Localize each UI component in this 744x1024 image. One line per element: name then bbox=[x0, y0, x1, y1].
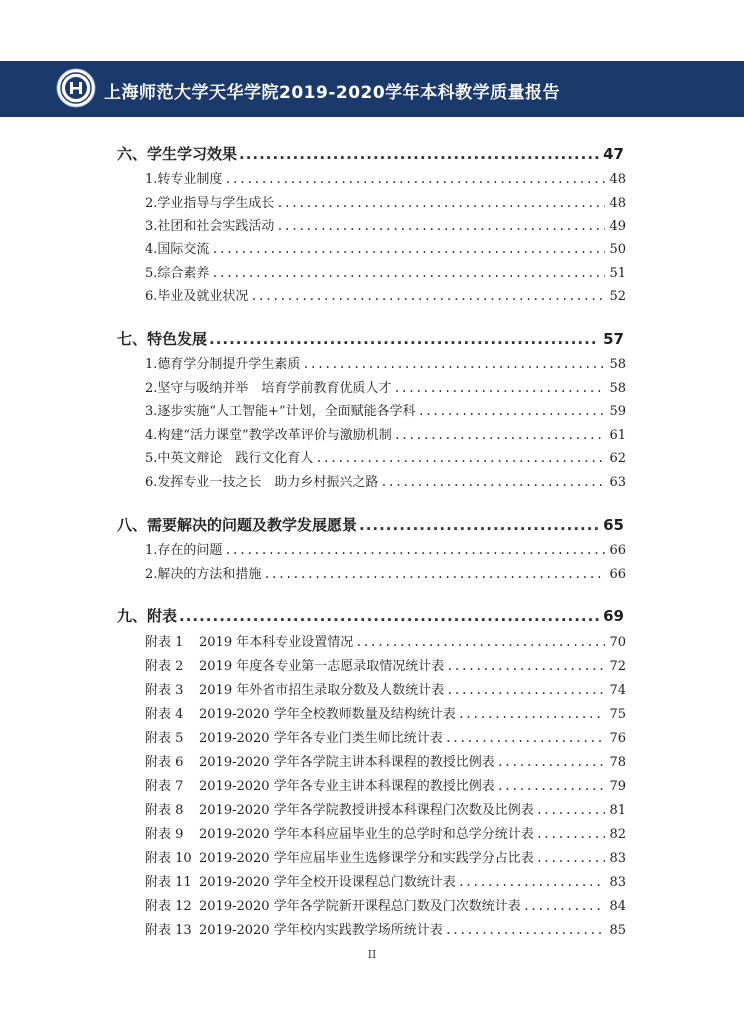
dot-leader bbox=[239, 145, 599, 163]
page-number: 76 bbox=[609, 731, 626, 746]
toc-item[interactable] bbox=[145, 539, 626, 558]
dot-leader bbox=[276, 196, 605, 210]
page-number: 47 bbox=[603, 145, 624, 163]
dot-leader bbox=[394, 428, 606, 442]
dot-leader bbox=[380, 475, 605, 489]
dot-leader bbox=[250, 289, 605, 303]
appendix-label: 附表 2 bbox=[145, 659, 184, 674]
dot-leader bbox=[224, 543, 605, 557]
toc-item[interactable] bbox=[145, 168, 626, 187]
toc-appendix-item[interactable] bbox=[145, 775, 626, 794]
appendix-text: 2019-2020 学年各专业门类生师比统计表 bbox=[199, 731, 443, 746]
appendix-label: 附表 12 bbox=[145, 899, 192, 914]
page-number: 48 bbox=[609, 172, 626, 187]
appendix-text: 2019 年外省市招生录取分数及人数统计表 bbox=[199, 683, 445, 698]
item-label: 2.坚守与吸纳并举 培育学前教育优质人才 bbox=[145, 381, 392, 396]
dot-leader bbox=[446, 659, 605, 673]
item-label: 2.解决的方法和措施 bbox=[145, 567, 262, 582]
page-number: 79 bbox=[609, 779, 626, 794]
page-number: 83 bbox=[609, 875, 626, 890]
appendix-label: 附表 11 bbox=[145, 875, 192, 890]
dot-leader bbox=[536, 827, 606, 841]
toc-appendix-item[interactable] bbox=[145, 895, 626, 914]
appendix-text: 2019-2020 学年全校教师数量及结构统计表 bbox=[199, 707, 456, 722]
page-number: 74 bbox=[609, 683, 626, 698]
page-number: 57 bbox=[603, 330, 624, 348]
page-number: 51 bbox=[609, 266, 626, 281]
dot-leader bbox=[497, 755, 606, 769]
toc-item[interactable] bbox=[145, 285, 626, 304]
item-label: 4.构建“活力课堂”教学改革评价与激励机制 bbox=[145, 428, 392, 443]
toc-appendix-item[interactable] bbox=[145, 871, 626, 890]
appendix-label: 附表 13 bbox=[145, 923, 192, 938]
section-title: 八、需要解决的问题及教学发展愿景 bbox=[117, 516, 358, 534]
dot-leader bbox=[211, 242, 605, 256]
appendix-text: 2019-2020 学年应届毕业生选修课学分和实践学分占比表 bbox=[199, 851, 534, 866]
appendix-label: 附表 4 bbox=[145, 707, 184, 722]
appendix-label: 附表 5 bbox=[145, 731, 184, 746]
toc-item[interactable] bbox=[145, 563, 626, 582]
section-title: 七、特色发展 bbox=[117, 330, 208, 348]
item-label: 1.转专业制度 bbox=[145, 172, 223, 187]
toc-section-7[interactable] bbox=[117, 328, 624, 349]
page-number: 66 bbox=[609, 543, 626, 558]
section-title: 六、学生学习效果 bbox=[117, 145, 238, 163]
dot-leader bbox=[523, 899, 606, 913]
page-number: 84 bbox=[609, 899, 626, 914]
toc-item[interactable] bbox=[145, 424, 626, 443]
dot-leader bbox=[458, 707, 606, 721]
dot-leader bbox=[355, 635, 605, 649]
dot-leader bbox=[458, 875, 606, 889]
page-number: 85 bbox=[609, 923, 626, 938]
appendix-text: 2019-2020 学年各学院教授讲授本科课程门次数及比例表 bbox=[199, 803, 534, 818]
toc-appendix-item[interactable] bbox=[145, 703, 626, 722]
dot-leader bbox=[536, 803, 606, 817]
dot-leader bbox=[209, 330, 599, 348]
dot-leader bbox=[445, 923, 606, 937]
toc-appendix-item[interactable] bbox=[145, 655, 626, 674]
dot-leader bbox=[497, 779, 606, 793]
page-number: 81 bbox=[609, 803, 626, 818]
page-footer-number: II bbox=[367, 948, 377, 961]
toc-item[interactable] bbox=[145, 400, 626, 419]
toc-section-8[interactable] bbox=[117, 514, 624, 535]
report-header-banner bbox=[0, 61, 744, 117]
toc-appendix-item[interactable] bbox=[145, 631, 626, 650]
page-number: 49 bbox=[609, 219, 626, 234]
page-number: 63 bbox=[609, 475, 626, 490]
appendix-text: 2019-2020 学年校内实践教学场所统计表 bbox=[199, 923, 443, 938]
dot-leader bbox=[393, 381, 605, 395]
item-label: 3.社团和社会实践活动 bbox=[145, 219, 275, 234]
item-label: 1.德育学分制提升学生素质 bbox=[145, 357, 301, 372]
appendix-text: 2019-2020 学年本科应届毕业生的总学时和总学分统计表 bbox=[199, 827, 534, 842]
toc-item[interactable] bbox=[145, 238, 626, 257]
appendix-text: 2019 年本科专业设置情况 bbox=[199, 635, 354, 650]
page-number: 61 bbox=[609, 428, 626, 443]
toc-appendix-item[interactable] bbox=[145, 919, 626, 938]
item-label: 5.综合素养 bbox=[145, 266, 210, 281]
page-number: 62 bbox=[609, 451, 626, 466]
page-number: 50 bbox=[609, 242, 626, 257]
page-number: 70 bbox=[609, 635, 626, 650]
section-title: 九、附表 bbox=[117, 607, 178, 625]
page-number: 59 bbox=[609, 404, 626, 419]
item-label: 1.存在的问题 bbox=[145, 543, 223, 558]
toc-section-9[interactable] bbox=[117, 605, 624, 626]
dot-leader bbox=[359, 516, 599, 534]
toc-appendix-item[interactable] bbox=[145, 679, 626, 698]
page-number: 58 bbox=[609, 357, 626, 372]
appendix-label: 附表 3 bbox=[145, 683, 184, 698]
item-label: 2.学业指导与学生成长 bbox=[145, 196, 275, 211]
toc-appendix-item[interactable] bbox=[145, 847, 626, 866]
page-number: 78 bbox=[609, 755, 626, 770]
toc-appendix-item[interactable] bbox=[145, 823, 626, 842]
toc-item[interactable] bbox=[145, 353, 626, 372]
item-label: 6.发挥专业一技之长 助力乡村振兴之路 bbox=[145, 475, 379, 490]
toc-item[interactable] bbox=[145, 192, 626, 211]
dot-leader bbox=[276, 219, 605, 233]
toc-item[interactable] bbox=[145, 215, 626, 234]
page-number: 65 bbox=[603, 516, 624, 534]
appendix-label: 附表 6 bbox=[145, 755, 184, 770]
appendix-text: 2019-2020 学年各专业主讲本科课程的教授比例表 bbox=[199, 779, 495, 794]
toc-item[interactable] bbox=[145, 262, 626, 281]
item-label: 5.中英文辩论 践行文化育人 bbox=[145, 451, 314, 466]
dot-leader bbox=[446, 683, 605, 697]
appendix-text: 2019-2020 学年各学院新开课程总门数及门次数统计表 bbox=[199, 899, 521, 914]
dot-leader bbox=[224, 172, 605, 186]
page-number: 48 bbox=[609, 196, 626, 211]
toc-appendix-item[interactable] bbox=[145, 727, 626, 746]
item-label: 3.逐步实施“人工智能+”计划，全面赋能各学科 bbox=[145, 404, 416, 419]
dot-leader bbox=[445, 731, 606, 745]
appendix-label: 附表 1 bbox=[145, 635, 184, 650]
appendix-text: 2019-2020 学年全校开设课程总门数统计表 bbox=[199, 875, 456, 890]
page-number: 83 bbox=[609, 851, 626, 866]
dot-leader bbox=[418, 404, 606, 418]
appendix-label: 附表 7 bbox=[145, 779, 184, 794]
dot-leader bbox=[315, 451, 605, 465]
item-label: 6.毕业及就业状况 bbox=[145, 289, 249, 304]
page-number: 58 bbox=[609, 381, 626, 396]
page-number: 69 bbox=[603, 607, 624, 625]
appendix-label: 附表 8 bbox=[145, 803, 184, 818]
toc-item[interactable] bbox=[145, 377, 626, 396]
report-title: 上海师范大学天华学院2019-2020学年本科教学质量报告 bbox=[104, 83, 561, 103]
toc-section-6[interactable] bbox=[117, 143, 624, 164]
appendix-text: 2019-2020 学年各学院主讲本科课程的教授比例表 bbox=[199, 755, 495, 770]
page-number: 66 bbox=[609, 567, 626, 582]
dot-leader bbox=[179, 607, 599, 625]
dot-leader bbox=[302, 357, 605, 371]
dot-leader bbox=[263, 567, 605, 581]
university-seal-icon bbox=[56, 68, 96, 108]
appendix-label: 附表 10 bbox=[145, 851, 192, 866]
page-number: 75 bbox=[609, 707, 626, 722]
appendix-text: 2019 年度各专业第一志愿录取情况统计表 bbox=[199, 659, 445, 674]
page-number: 72 bbox=[609, 659, 626, 674]
toc-item[interactable] bbox=[145, 447, 626, 466]
dot-leader bbox=[211, 266, 605, 280]
toc-appendix-item[interactable] bbox=[145, 751, 626, 770]
page-number: 82 bbox=[609, 827, 626, 842]
item-label: 4.国际交流 bbox=[145, 242, 210, 257]
toc-item[interactable] bbox=[145, 471, 626, 490]
dot-leader bbox=[536, 851, 606, 865]
page-number: 52 bbox=[609, 289, 626, 304]
toc-appendix-item[interactable] bbox=[145, 799, 626, 818]
appendix-label: 附表 9 bbox=[145, 827, 184, 842]
